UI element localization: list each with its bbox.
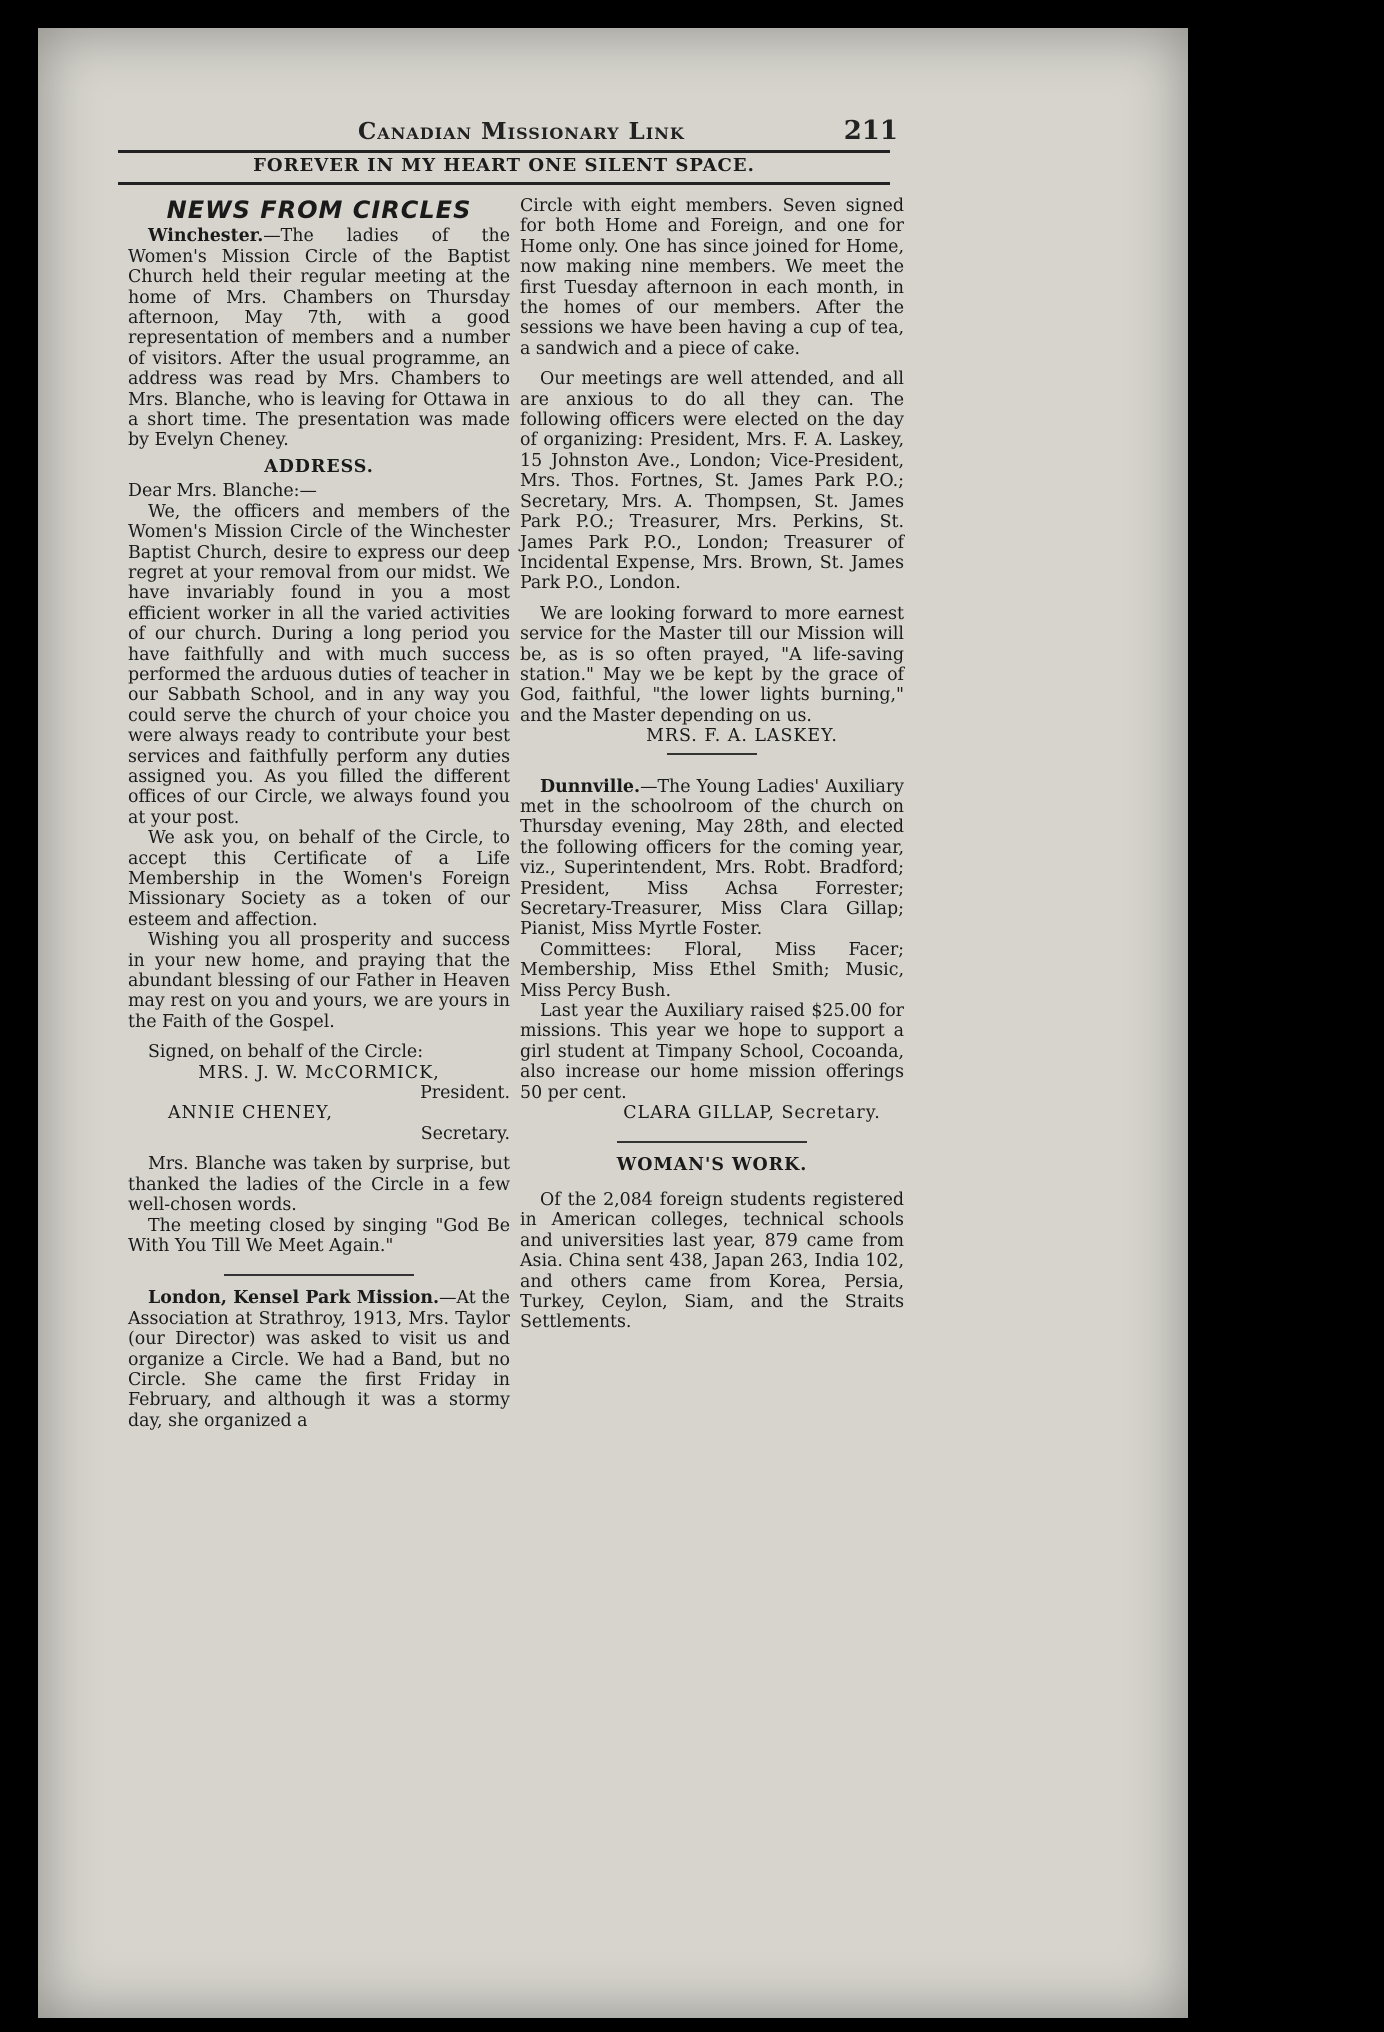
- journal-title: Canadian Missionary Link: [358, 118, 685, 145]
- dunnville-lead: Dunnville.: [540, 776, 641, 797]
- salutation: Dear Mrs. Blanche:—: [128, 481, 317, 502]
- address-heading: ADDRESS.: [264, 456, 374, 477]
- london-lead: London, Kensel Park Mission.: [148, 1288, 440, 1309]
- right-column: [520, 196, 904, 1333]
- auxiliary-paragraph: Last year the Auxiliary raised $25.00 for missions. This year we hope to support a girl student at Timpany School, Cocoanda, also increase our home mission offerings 50 per cent.: [520, 1001, 904, 1103]
- address-paragraph-3: Wishing you all prosperity and success in your new home, and praying that the abundant blessing of our Father in Heaven may rest on you and yours, we are yours in the Faith of the Gospel.: [128, 930, 510, 1032]
- forward-paragraph: We are looking forward to more earnest service for the Master till our Mission will be, as is so often prayed, "A life-saving station." May we be kept by the grace of God, faithful, "the lower lights burning," and the Master depending on us.: [520, 603, 904, 726]
- section-divider: [617, 1141, 807, 1143]
- header-rule-bottom: [118, 182, 890, 185]
- winchester-lead: Winchester.: [148, 226, 264, 247]
- london-continued-paragraph: Circle with eight members. Seven signed for both Home and Foreign, and one for Home only. One has since joined for Home, now making nine members. We meet the first Tuesday afternoon in each month, in the homes of our members. After the sessions we have been having a cup of tea, a sandwich and a piece of cake.: [520, 196, 904, 359]
- page-number: 211: [843, 116, 898, 146]
- address-paragraph-2: We ask you, on behalf of the Circle, to accept this Certificate of a Life Membership in the Women's Foreign Missionary Society as a token of our esteem and affection.: [128, 828, 510, 930]
- small-divider: [667, 753, 757, 755]
- header-rule-top: [118, 150, 890, 153]
- winchester-paragraph: [128, 226, 510, 450]
- winchester-body: —The ladies of the Women's Mission Circle of the Baptist Church held their regular meeting at the home of Mrs. Chambers on Thursday afternoon, May 7th, with a good representation of members and a number of visitors. After the usual programme, an address was read by Mrs. Chambers to Mrs. Blanche, who is leaving for Ottawa in a short time. The presentation was made by Evelyn Cheney.: [128, 226, 510, 451]
- dunnville-paragraph: [520, 777, 904, 940]
- womans-work-paragraph: Of the 2,084 foreign students registered in American colleges, technical schools and universities last year, 879 came from Asia. China sent 438, Japan 263, India 102, and others came from Korea, Persia, Turkey, Ceylon, Siam, and the Straits Settlements.: [520, 1189, 904, 1333]
- left-column: [128, 196, 510, 1431]
- column-divider: [224, 1274, 414, 1276]
- london-body: —At the Association at Strathroy, 1913, Mrs. Taylor (our Director) was asked to visit us and organize a Circle. We had a Band, but no Circle. She came the first Friday in February, and although it was a stormy day, she organized a: [128, 1288, 510, 1431]
- signature-president: President.: [420, 1083, 510, 1104]
- closing-paragraph-1: Mrs. Blanche was taken by surprise, but thanked the ladies of the Circle in a few well-chosen words.: [128, 1154, 510, 1216]
- committees-paragraph: Committees: Floral, Miss Facer; Membership, Miss Ethel Smith; Music, Miss Percy Bush.: [520, 939, 904, 1001]
- section-heading: NEWS FROM CIRCLES: [166, 196, 472, 224]
- signature-cheney: ANNIE CHENEY,: [168, 1103, 333, 1124]
- closing-paragraph-2: The meeting closed by singing "God Be With You Till We Meet Again.": [128, 1215, 510, 1256]
- motto-line: FOREVER IN MY HEART ONE SILENT SPACE.: [253, 155, 755, 176]
- signed-line: Signed, on behalf of the Circle:: [148, 1042, 424, 1063]
- running-header: [118, 116, 898, 148]
- signature-laskey: MRS. F. A. LASKEY.: [646, 726, 838, 747]
- officers-paragraph: Our meetings are well attended, and all are anxious to do all they can. The following officers were elected on the day of organizing: President, Mrs. F. A. Laskey, 15 Johnston Ave., London; Vice-President, Mrs. Thos. Fortnes, St. James Park P.O.; Secretary, Mrs. A. Thompsen, St. James Park P.O.; Treasurer, Mrs. Perkins, St. James Park P.O., London; Treasurer of Incidental Expense, Mrs. Brown, St. James Park P.O., London.: [520, 369, 904, 594]
- womans-work-heading: WOMAN'S WORK.: [616, 1155, 808, 1176]
- address-paragraph-1: We, the officers and members of the Women's Mission Circle of the Winchester Baptist Church, desire to express our deep regret at your removal from our midst. We have invariably found in you a most efficient worker in all the varied activities of our church. During a long period you have faithfully and with much success performed the arduous duties of teacher in our Sabbath School, and in any way you could serve the church of your choice you were always ready to contribute your best services and faithfully perform any duties assigned you. As you filled the different offices of our Circle, we always found you at your post.: [128, 501, 510, 828]
- dunnville-body: —The Young Ladies' Auxiliary met in the schoolroom of the church on Thursday evening, May 28th, and elected the following officers for the coming year, viz., Superintendent, Mrs. Robt. Bradford; President, Miss Achsa Forrester; Secretary-Treasurer, Miss Clara Gillap; Pianist, Miss Myrtle Foster.: [520, 776, 904, 940]
- signature-gillap: CLARA GILLAP, Secretary.: [623, 1103, 881, 1124]
- london-paragraph: [128, 1288, 510, 1431]
- signature-secretary: Secretary.: [420, 1123, 510, 1144]
- signature-mccormick: MRS. J. W. McCORMICK,: [198, 1062, 440, 1083]
